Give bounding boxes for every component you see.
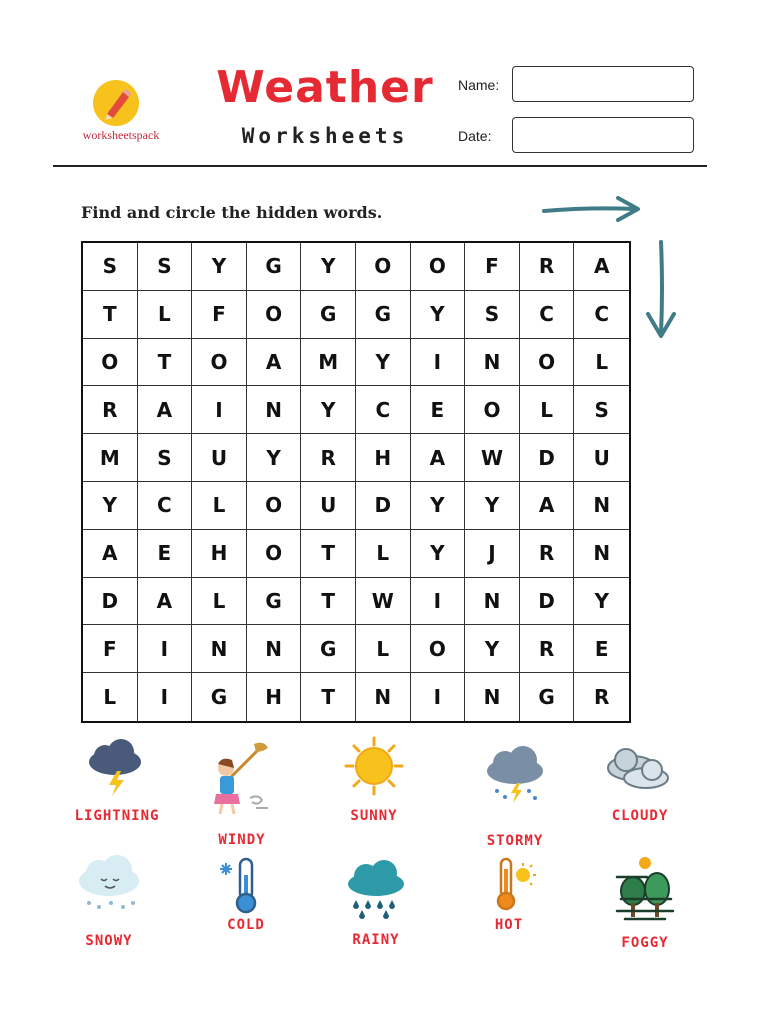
grid-cell[interactable]: L — [520, 386, 575, 434]
word-label: STORMY — [486, 833, 544, 849]
grid-cell[interactable]: N — [465, 339, 520, 387]
grid-cell[interactable]: T — [301, 578, 356, 626]
grid-cell[interactable]: D — [520, 578, 575, 626]
grid-cell[interactable]: A — [83, 530, 138, 578]
header-divider — [53, 165, 707, 167]
grid-cell[interactable]: N — [356, 673, 411, 721]
grid-cell[interactable]: L — [192, 482, 247, 530]
grid-cell[interactable]: A — [574, 243, 629, 291]
grid-cell[interactable]: O — [83, 339, 138, 387]
grid-cell[interactable]: S — [83, 243, 138, 291]
grid-cell[interactable]: S — [465, 291, 520, 339]
grid-cell[interactable]: Y — [574, 578, 629, 626]
storm-cloud-icon — [455, 745, 575, 805]
snow-cloud-icon — [49, 853, 169, 913]
grid-cell[interactable]: W — [465, 434, 520, 482]
grid-cell[interactable]: N — [465, 673, 520, 721]
word-search-grid — [81, 241, 631, 723]
grid-cell[interactable]: I — [192, 386, 247, 434]
grid-cell[interactable]: G — [520, 673, 575, 721]
date-label: Date: — [458, 128, 492, 144]
grid-cell[interactable]: R — [593, 685, 610, 710]
grid-cell[interactable]: F — [192, 291, 247, 339]
grid-cell[interactable]: N — [574, 482, 629, 530]
page-title: Weather — [216, 62, 434, 113]
grid-cell[interactable]: F — [83, 625, 138, 673]
grid-cell[interactable]: S — [138, 434, 193, 482]
grid-cell[interactable]: Y — [301, 243, 356, 291]
word-label: CLOUDY — [611, 808, 669, 824]
grid-cell[interactable]: Y — [411, 482, 466, 530]
grid-cell[interactable]: Y — [301, 386, 356, 434]
grid-cell[interactable]: T — [301, 530, 356, 578]
grid-cell[interactable]: E — [411, 386, 466, 434]
grid-cell[interactable]: O — [247, 482, 302, 530]
grid-cell[interactable]: I — [138, 673, 193, 721]
thermometer-cold-icon — [186, 855, 306, 915]
logo-text: worksheetspack — [82, 128, 160, 142]
cloud-icon — [580, 738, 700, 798]
grid-cell[interactable]: H — [192, 530, 247, 578]
instruction-text: Find and circle the hidden words. — [81, 203, 383, 222]
grid-cell[interactable]: H — [247, 673, 302, 721]
grid-cell[interactable]: F — [465, 243, 520, 291]
name-field[interactable] — [512, 66, 694, 102]
grid-cell[interactable]: G — [192, 673, 247, 721]
word-label: COLD — [227, 917, 265, 933]
grid-cell[interactable]: T — [83, 291, 138, 339]
lightning-cloud-icon — [57, 738, 177, 798]
grid-cell[interactable]: U — [192, 434, 247, 482]
grid-cell[interactable]: W — [356, 578, 411, 626]
windy-girl-icon — [182, 738, 302, 818]
sun-icon — [314, 736, 434, 796]
grid-cell[interactable]: O — [411, 243, 466, 291]
word-label: LIGHTNING — [74, 808, 160, 824]
pencil-logo-icon — [93, 80, 139, 126]
grid-cell[interactable]: T — [301, 673, 356, 721]
word-label: HOT — [494, 917, 524, 933]
grid-cell[interactable]: A — [138, 386, 193, 434]
grid-cell[interactable]: N — [192, 625, 247, 673]
grid-cell[interactable]: A — [247, 339, 302, 387]
grid-cell[interactable]: E — [138, 530, 193, 578]
grid-cell[interactable]: H — [356, 434, 411, 482]
grid-cell[interactable]: R — [520, 243, 575, 291]
grid-cell[interactable]: E — [574, 625, 629, 673]
grid-cell[interactable]: I — [411, 578, 466, 626]
grid-cell[interactable]: C — [574, 291, 629, 339]
word-label: SNOWY — [85, 933, 133, 949]
grid-cell[interactable]: C — [520, 291, 575, 339]
grid-cell[interactable]: C — [356, 386, 411, 434]
grid-cell[interactable]: I — [411, 673, 466, 721]
word-label: FOGGY — [621, 935, 669, 951]
grid-cell[interactable]: N — [247, 625, 302, 673]
grid-cell[interactable]: L — [574, 339, 629, 387]
grid-cell[interactable]: G — [247, 578, 302, 626]
grid-cell[interactable]: O — [465, 386, 520, 434]
rain-cloud-icon — [316, 860, 436, 920]
grid-cell[interactable]: U — [301, 482, 356, 530]
grid-cell[interactable]: M — [83, 434, 138, 482]
grid-cell[interactable]: J — [465, 530, 520, 578]
arrow-down-icon — [642, 238, 682, 342]
grid-cell[interactable]: O — [356, 243, 411, 291]
grid-cell[interactable]: Y — [465, 625, 520, 673]
grid-cell[interactable]: G — [301, 291, 356, 339]
grid-cell[interactable]: M — [301, 339, 356, 387]
grid-cell[interactable]: R — [83, 386, 138, 434]
grid-cell[interactable]: L — [83, 673, 138, 721]
grid-cell[interactable]: L — [356, 625, 411, 673]
grid-cell[interactable]: R — [520, 530, 575, 578]
word-label: SUNNY — [350, 808, 398, 824]
grid-cell[interactable]: Y — [192, 243, 247, 291]
grid-cell[interactable]: O — [520, 339, 575, 387]
grid-cell[interactable]: Y — [83, 482, 138, 530]
grid-cell[interactable]: Y — [247, 434, 302, 482]
thermometer-hot-icon — [449, 855, 569, 915]
grid-cell[interactable]: L — [192, 578, 247, 626]
grid-cell[interactable]: U — [574, 434, 629, 482]
grid-cell[interactable]: Y — [411, 530, 466, 578]
word-label: WINDY — [218, 832, 266, 848]
fog-trees-icon — [585, 855, 705, 925]
grid-cell[interactable]: T — [138, 339, 193, 387]
grid-cell[interactable]: C — [138, 482, 193, 530]
grid-cell[interactable]: O — [192, 339, 247, 387]
grid-cell[interactable]: N — [465, 578, 520, 626]
grid-cell[interactable]: L — [138, 291, 193, 339]
grid-cell[interactable]: S — [138, 243, 193, 291]
grid-cell[interactable]: A — [138, 578, 193, 626]
grid-cell[interactable]: A — [411, 434, 466, 482]
grid-cell[interactable]: O — [411, 625, 466, 673]
grid-cell[interactable]: I — [138, 625, 193, 673]
word-label: RAINY — [352, 932, 400, 948]
grid-cell[interactable]: N — [574, 530, 629, 578]
grid-cell[interactable]: D — [520, 434, 575, 482]
grid-cell[interactable]: Y — [465, 482, 520, 530]
worksheetspack-logo — [66, 78, 176, 148]
date-field[interactable] — [512, 117, 694, 153]
grid-cell[interactable]: I — [411, 339, 466, 387]
grid-cell[interactable]: S — [574, 386, 629, 434]
grid-cell[interactable]: L — [356, 530, 411, 578]
grid-cell[interactable]: G — [301, 625, 356, 673]
grid-cell[interactable]: O — [247, 291, 302, 339]
arrow-right-icon — [540, 192, 644, 228]
grid-cell[interactable]: R — [301, 434, 356, 482]
name-label: Name: — [458, 77, 500, 93]
grid-cell[interactable]: D — [83, 578, 138, 626]
page-subtitle: Worksheets — [241, 124, 409, 148]
grid-cell[interactable]: R — [520, 625, 575, 673]
grid-cell[interactable]: O — [247, 530, 302, 578]
grid-cell[interactable]: Y — [356, 339, 411, 387]
grid-cell[interactable]: G — [356, 291, 411, 339]
grid-cell[interactable]: A — [520, 482, 575, 530]
grid-cell[interactable]: Y — [411, 291, 466, 339]
grid-cell[interactable]: D — [356, 482, 411, 530]
grid-cell[interactable]: G — [247, 243, 302, 291]
grid-cell[interactable]: N — [247, 386, 302, 434]
